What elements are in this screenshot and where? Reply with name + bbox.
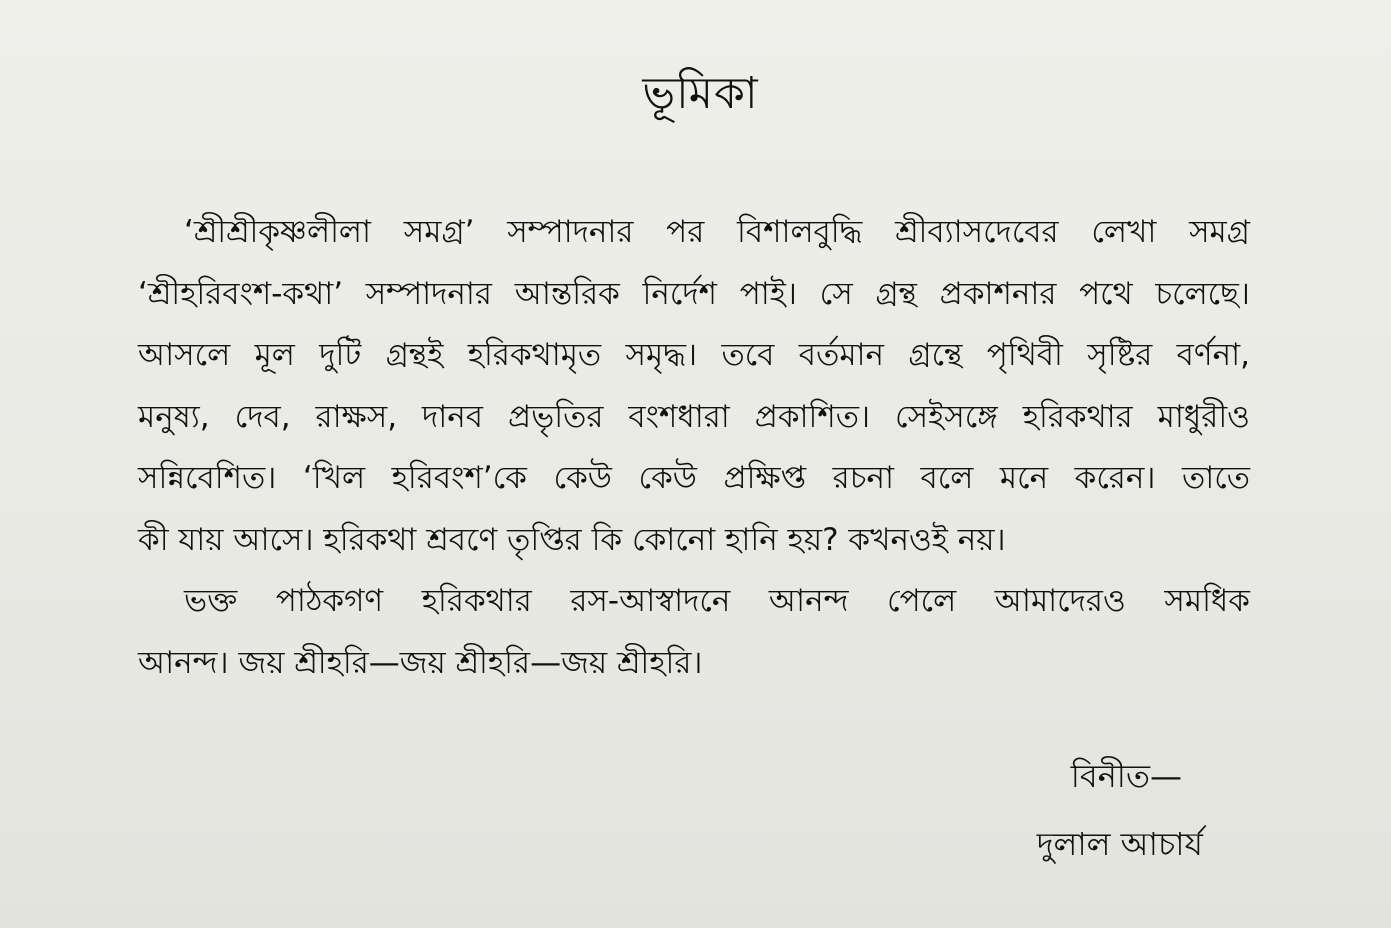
paragraph-2-line-2: আনন্দ। জয় শ্রীহরি—জয় শ্রীহরি—জয় শ্রীহরি। — [138, 644, 703, 681]
signature-name: দুলাল আচার্য — [1036, 825, 1203, 863]
paragraph-1-line-2: ‘শ্রীহরিবংশ-কথা’ সম্পাদনার আন্তরিক নির্দেশ পাই। সে গ্রন্থ প্রকাশনার পথে চলেছে। — [138, 275, 1250, 312]
paragraph-1-line-3: আসলে মূল দুটি গ্রন্থই হরিকথামৃত সমৃদ্ধ। তবে বর্তমান গ্রন্থে পৃথিবী সৃষ্টির বর্ণনা, — [138, 337, 1250, 373]
paragraph-1-line-1: ‘শ্রীশ্রীকৃষ্ণলীলা সমগ্র’ সম্পাদনার পর বিশালবুদ্ধি শ্রীব্যাসদেবের লেখা সমগ্র — [184, 214, 1250, 250]
paragraph-1-line-4: মনুষ্য, দেব, রাক্ষস, দানব প্রভৃতির বংশধারা প্রকাশিত। সেইসঙ্গে হরিকথার মাধুরীও — [138, 398, 1250, 435]
signature-closing: বিনীত— — [1070, 757, 1182, 795]
paragraph-1-line-6: কী যায় আসে। হরিকথা শ্রবণে তৃপ্তির কি কোনো হানি হয়? কখনওই নয়। — [138, 521, 1006, 558]
paragraph-2-line-1: ভক্ত পাঠকগণ হরিকথার রস-আস্বাদনে আনন্দ পেলে আমাদেরও সমধিক — [184, 583, 1250, 619]
preface-body — [138, 202, 1250, 694]
signature-block — [1037, 742, 1203, 878]
paragraph-1-line-5: সন্নিবেশিত। ‘খিল হরিবংশ’কে কেউ কেউ প্রক্ষিপ্ত রচনা বলে মনে করেন। তাতে — [138, 460, 1250, 496]
page-title: ভূমিকা — [642, 68, 759, 119]
